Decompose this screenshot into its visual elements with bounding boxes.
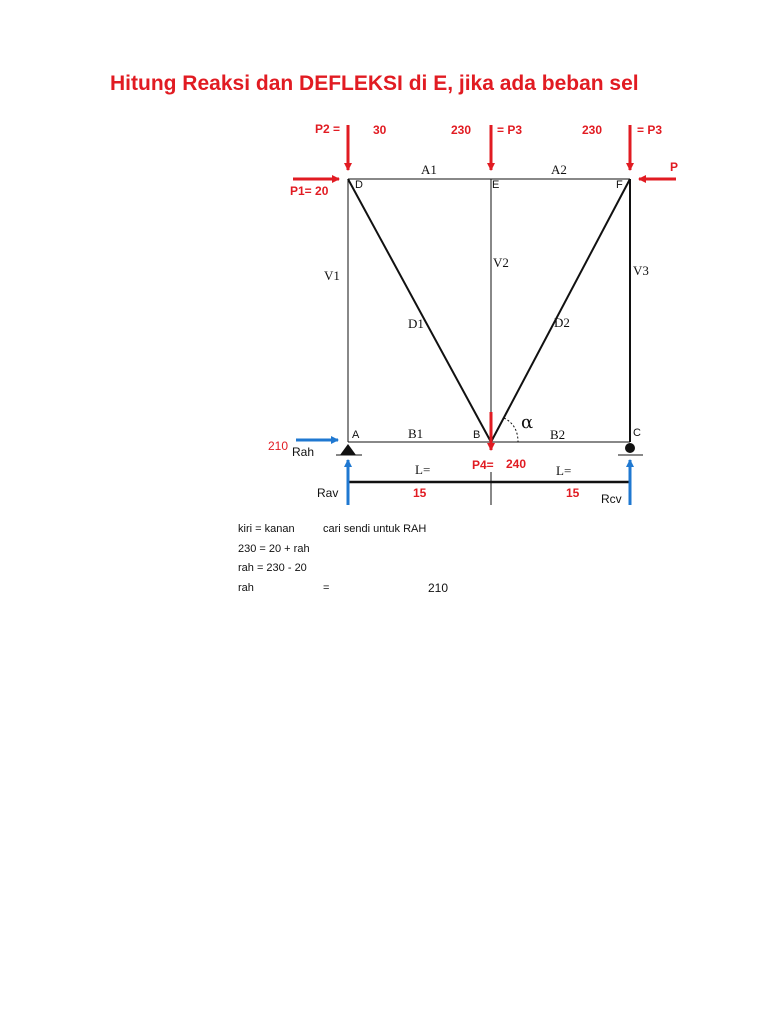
- node-f: F: [616, 179, 623, 191]
- member-d2: [491, 179, 630, 442]
- span-left-value: 15: [413, 486, 427, 500]
- label-alpha: α: [521, 412, 534, 433]
- calc-line4-value: 210: [428, 581, 449, 595]
- label-d1: D1: [408, 316, 424, 331]
- label-v2: V2: [493, 255, 509, 270]
- label-a2: A2: [551, 162, 567, 177]
- label-d2: D2: [554, 315, 570, 330]
- calc-line1-left: kiri = kanan: [238, 523, 295, 535]
- node-b: B: [473, 429, 481, 441]
- calc-line4-eq: =: [323, 582, 330, 594]
- p3-value-1: 230: [451, 123, 472, 137]
- roller-support-c: [625, 443, 635, 453]
- label-b2: B2: [550, 427, 566, 442]
- calc-line4-label: rah: [238, 582, 254, 594]
- span-l-right-label: L=: [556, 463, 572, 478]
- p2-value: 30: [373, 123, 387, 137]
- p4-label: P4=: [472, 458, 494, 472]
- label-v3: V3: [633, 263, 649, 278]
- reaction-rcv-label: Rcv: [601, 492, 622, 506]
- pin-support-a: [340, 444, 356, 455]
- p4-value: 240: [506, 457, 527, 471]
- node-d: D: [355, 179, 363, 191]
- node-e: E: [492, 179, 500, 191]
- rah-value: 210: [268, 439, 289, 453]
- p2-label: P2 =: [315, 122, 341, 136]
- span-l-left-label: L=: [415, 462, 431, 477]
- page-title: Hitung Reaksi dan DEFLEKSI di E, jika ada beban sel: [110, 72, 639, 95]
- calc-line3: rah = 230 - 20: [238, 562, 307, 574]
- p3-label-1: = P3: [497, 123, 523, 137]
- member-d1: [348, 179, 491, 442]
- label-b1: B1: [408, 426, 424, 441]
- label-v1: V1: [324, 268, 340, 283]
- p3-label-2: = P3: [637, 123, 663, 137]
- alpha-arc: [504, 418, 518, 442]
- calc-line1-right: cari sendi untuk RAH: [323, 523, 427, 535]
- p3-value-2: 230: [582, 123, 603, 137]
- node-a: A: [352, 429, 360, 441]
- label-a1: A1: [421, 162, 437, 177]
- reaction-rav-label: Rav: [317, 486, 339, 500]
- p-right-partial: P: [670, 160, 679, 174]
- p1-label: P1= 20: [290, 184, 329, 198]
- calc-line2: 230 = 20 + rah: [238, 543, 310, 555]
- span-right-value: 15: [566, 486, 580, 500]
- reaction-rah-label: Rah: [292, 445, 315, 459]
- node-c: C: [633, 427, 641, 439]
